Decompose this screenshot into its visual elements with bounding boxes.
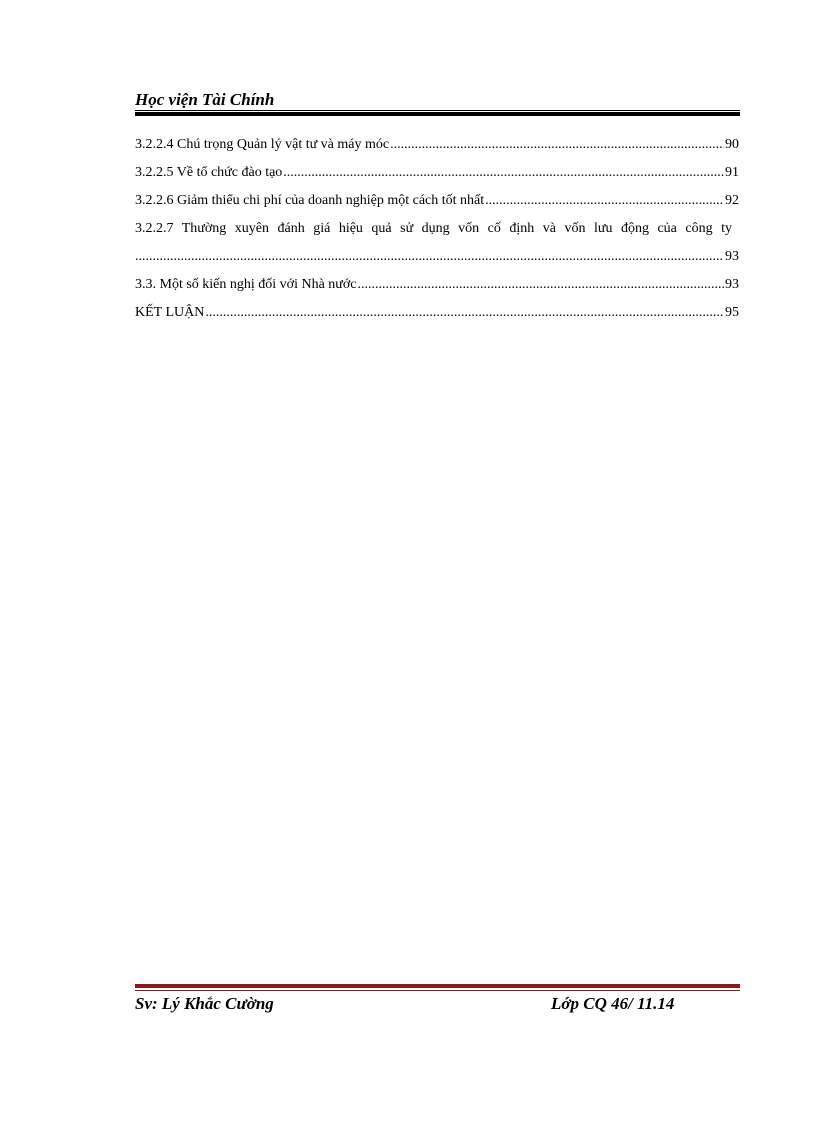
toc-entry-text: 3.3. Một số kiến nghị đối với Nhà nước [135, 277, 357, 292]
toc-leader-dots [390, 134, 724, 156]
header-rule-thin [135, 110, 740, 111]
header-title: Học viện Tài Chính [135, 90, 275, 109]
toc-leader-dots [485, 190, 724, 212]
toc-entry-text: 3.2.2.7 Thường xuyên đánh giá hiệu quả sử dụng vốn cố định và vốn lưu động của công ty [135, 221, 732, 236]
footer-rule [135, 984, 740, 992]
toc-entry-page: 91 [725, 165, 739, 180]
toc-entry[interactable] [135, 162, 739, 190]
toc-entry-page: 92 [725, 193, 739, 208]
toc-entry-page: 93 [725, 277, 739, 292]
footer-rule-thick [135, 984, 740, 988]
toc-leader-dots [135, 246, 724, 268]
footer-rule-thin [135, 990, 740, 991]
toc-leader-dots [205, 302, 724, 324]
toc-entry-text: KẾT LUẬN [135, 305, 205, 320]
toc-entry-text: 3.2.2.6 Giảm thiểu chi phí của doanh nghiệp một cách tốt nhất [135, 193, 485, 208]
header-rule-thick [135, 112, 740, 116]
toc-entry[interactable] [135, 274, 739, 302]
toc-entry-page: 95 [725, 305, 739, 320]
footer-class: Lớp CQ 46/ 11.14 [551, 994, 675, 1013]
toc-entry-page: 90 [725, 137, 739, 152]
toc-entry-text: 3.2.2.5 Về tổ chức đào tạo [135, 165, 283, 180]
toc-leader-dots [283, 162, 724, 184]
toc-entry[interactable] [135, 218, 739, 274]
header-rule [135, 110, 740, 118]
toc-entry-page: 93 [725, 249, 739, 264]
table-of-contents [135, 134, 739, 330]
toc-entry[interactable] [135, 134, 739, 162]
footer-student-name: Sv: Lý Khắc Cường [135, 994, 274, 1013]
toc-entry[interactable] [135, 190, 739, 218]
toc-entry[interactable] [135, 302, 739, 330]
toc-entry-text: 3.2.2.4 Chú trọng Quản lý vật tư và máy móc [135, 137, 390, 152]
toc-leader-dots [358, 274, 725, 296]
